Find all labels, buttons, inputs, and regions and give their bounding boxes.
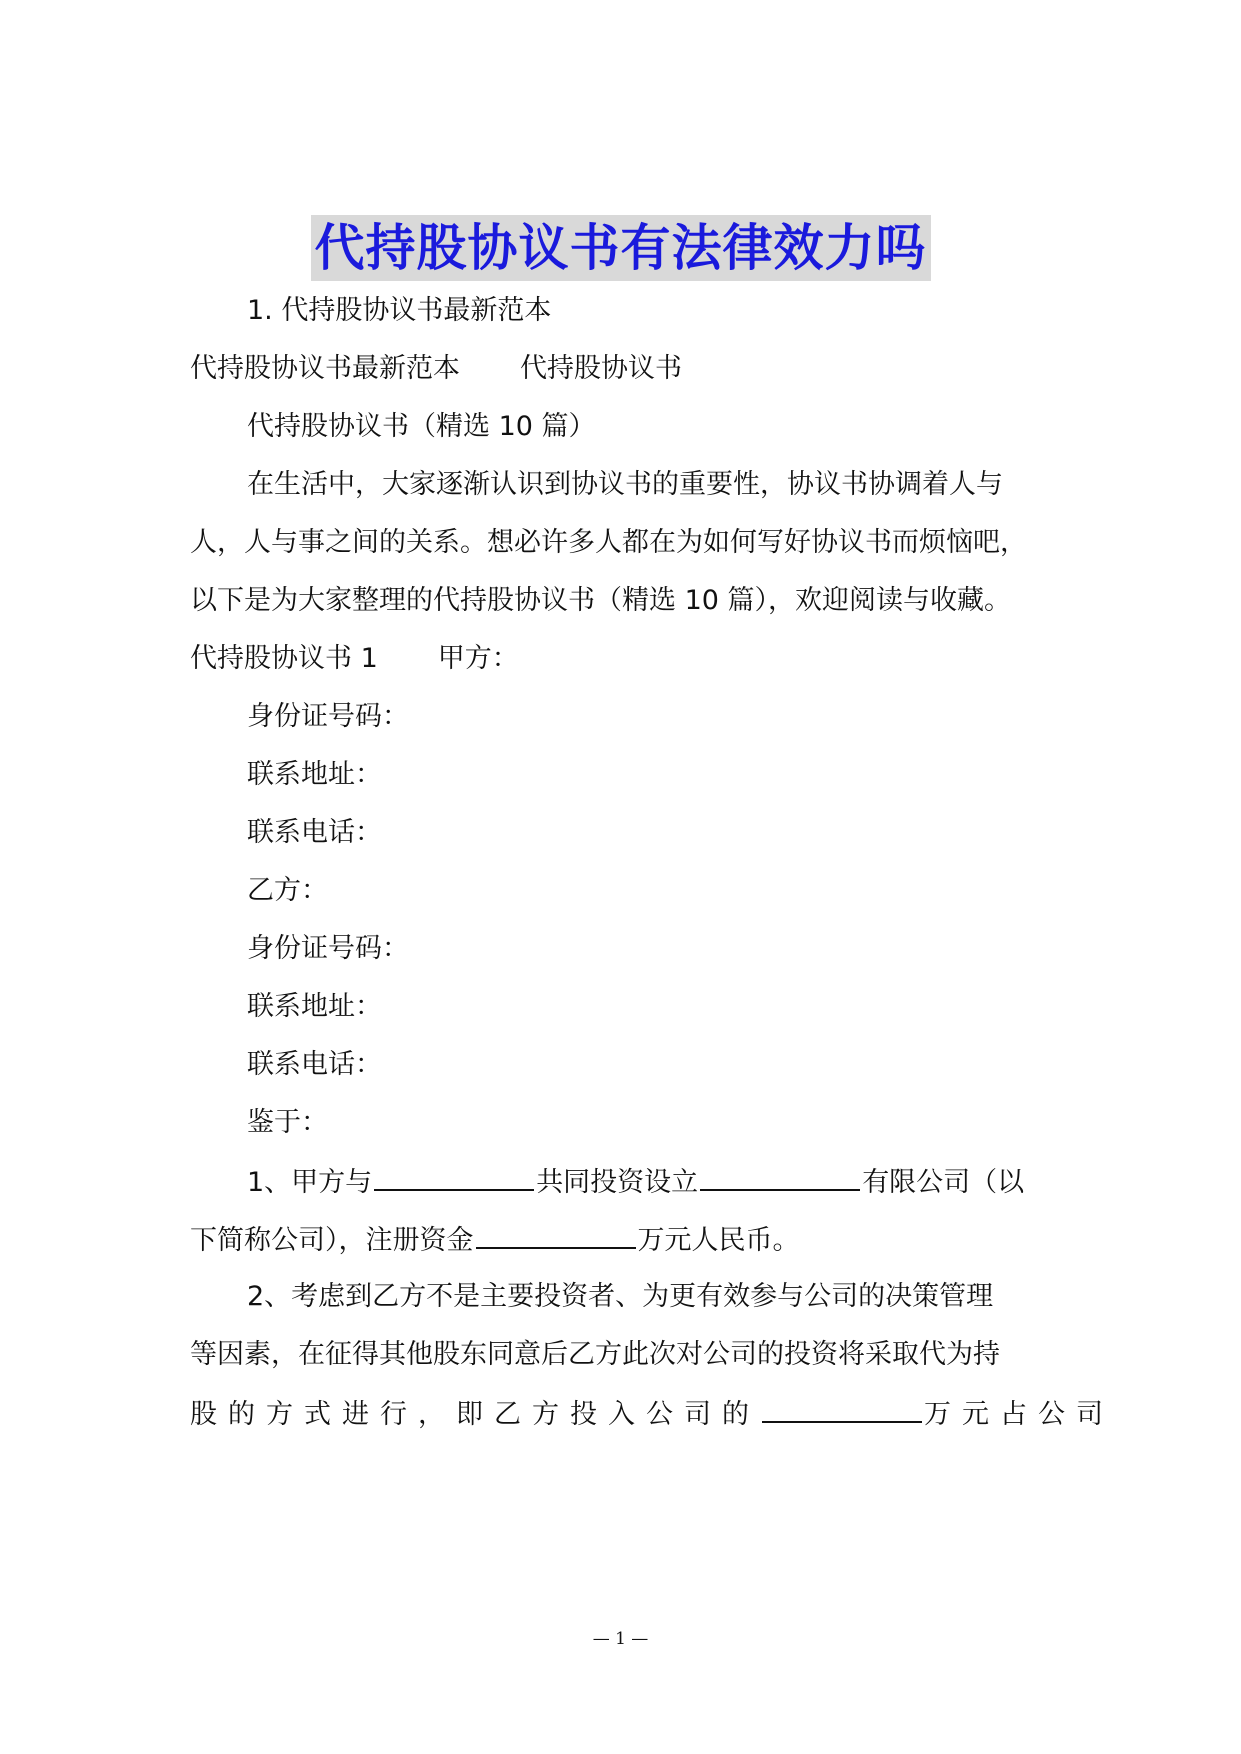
collection-title: 代持股协议书（精选 10 篇） <box>247 411 596 442</box>
intro-line-1: 在生活中，大家逐渐认识到协议书的重要性，协议书协调着人与 <box>247 469 1003 500</box>
subtitle-right: 代持股协议书 <box>520 353 682 384</box>
subtitle-left: 代持股协议书最新范本 <box>190 353 460 384</box>
agreement-header <box>190 641 519 677</box>
clause-1-part-3: 有限公司（以 <box>862 1167 1025 1198</box>
clause-2-line-2: 等因素，在征得其他股东同意后乙方此次对公司的投资将采取代为持 <box>190 1339 1000 1370</box>
document-title: 代持股协议书有法律效力吗 <box>311 215 931 281</box>
blank-line <box>762 1395 922 1423</box>
clause-2-line-1: 2、考虑到乙方不是主要投资者、为更有效参与公司的决策管理 <box>247 1281 994 1312</box>
subtitle-line <box>190 351 682 387</box>
intro-line-3: 以下是为大家整理的代持股协议书（精选 10 篇），欢迎阅读与收藏。 <box>190 585 1012 616</box>
clause-2-part-a: 股的方式进行，即乙方投入公司的 <box>190 1399 760 1430</box>
party-b-address-field: 联系地址： <box>247 991 382 1022</box>
party-a-address-field: 联系地址： <box>247 759 382 790</box>
clause-1-line-2 <box>190 1221 800 1259</box>
clause-1-line-1 <box>247 1163 1024 1201</box>
party-b-id-field: 身份证号码： <box>247 933 409 964</box>
party-b-phone-field: 联系电话： <box>247 1049 382 1080</box>
agreement-label: 代持股协议书 1 <box>190 643 378 674</box>
party-b-label: 乙方： <box>247 875 328 906</box>
section-heading: 1. 代持股协议书最新范本 <box>247 295 552 326</box>
clause-2-line-3 <box>190 1395 1114 1433</box>
title-container <box>0 215 1241 281</box>
whereas-label: 鉴于： <box>247 1107 328 1138</box>
clause-1-part-4: 下简称公司），注册资金 <box>190 1225 474 1256</box>
blank-line <box>476 1221 636 1249</box>
clause-1-part-5: 万元人民币。 <box>637 1225 800 1256</box>
party-a-label: 甲方： <box>437 643 519 674</box>
clause-1-part-1: 1、甲方与 <box>247 1167 373 1198</box>
page-number: — 1 — <box>592 1629 649 1649</box>
clause-2-part-b: 万元占公司 <box>924 1399 1114 1430</box>
clause-1-part-2: 共同投资设立 <box>536 1167 699 1198</box>
party-a-id-field: 身份证号码： <box>247 701 409 732</box>
party-a-phone-field: 联系电话： <box>247 817 382 848</box>
blank-line <box>700 1163 860 1191</box>
blank-line <box>374 1163 534 1191</box>
intro-line-2: 人，人与事之间的关系。想必许多人都在为如何写好协议书而烦恼吧， <box>190 527 1027 558</box>
